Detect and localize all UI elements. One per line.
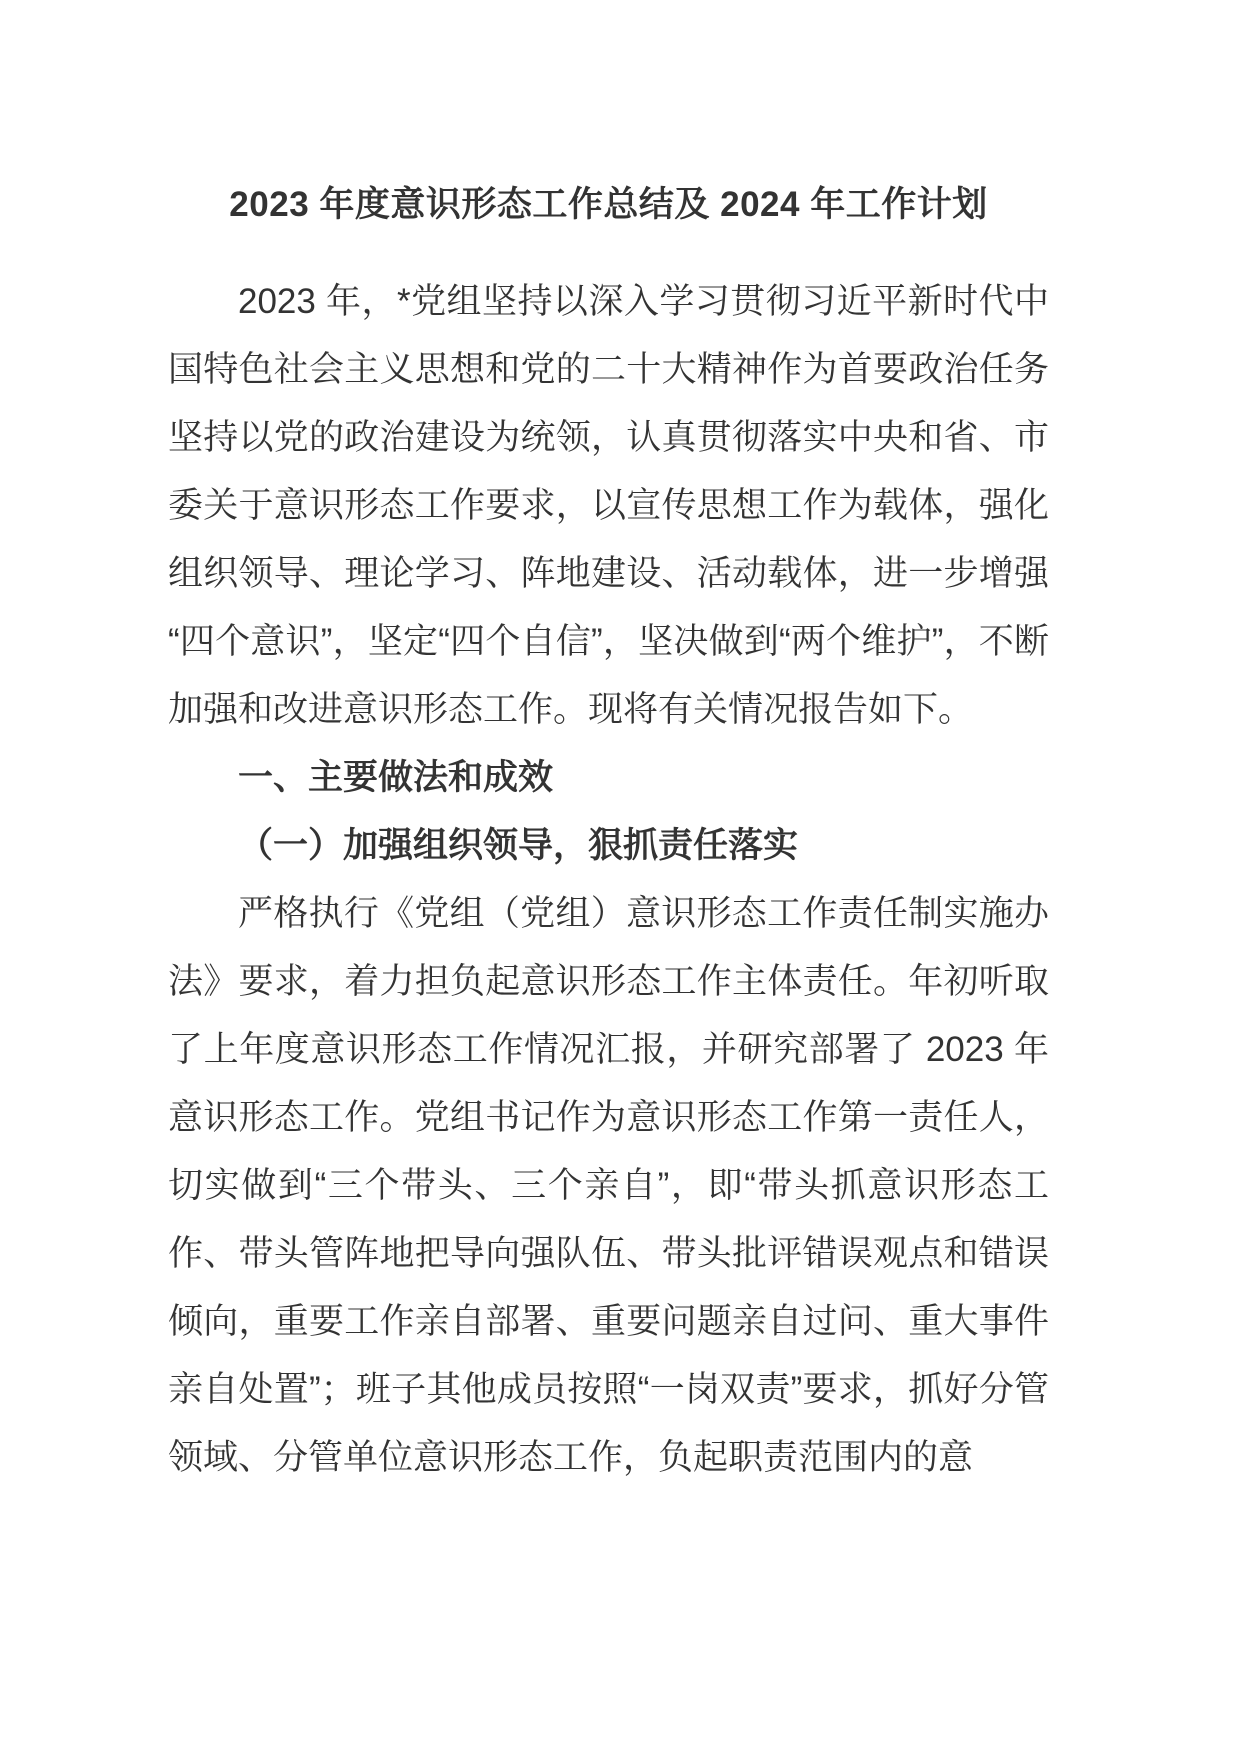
- section-1-heading: 一、主要做法和成效: [238, 758, 554, 797]
- intro-paragraph: 2023 年，*党组坚持以深入学习贯彻习近平新时代中国特色社会主义思想和党的二十大精神作为首要政治任务坚持以党的政治建设为统领，认真贯彻落实中央和省、市委关于意识形态工作要求，以宣传思想工作为载体，强化组织领导、理论学习、阵地建设、活动载体，进一步增强“四个意识”，坚定“四个自信”，坚决做到“两个维护”，不断加强和改进意识形态工作。现将有关情况报告如下。: [168, 282, 1049, 729]
- subsection-1-1-heading: （一）加强组织领导，狠抓责任落实: [238, 826, 799, 865]
- document-title: 2023 年度意识形态工作总结及 2024 年工作计划: [229, 185, 988, 224]
- body-paragraph: 严格执行《党组（党组）意识形态工作责任制实施办法》要求，着力担负起意识形态工作主体责任。年初听取了上年度意识形态工作情况汇报，并研究部署了 2023 年意识形态工作。党组书记作为意识形态工作第一责任人，切实做到“三个带头、三个亲自”，即“带头抓意识形态工作、带头管阵地把导向强队伍、带头批评错误观点和错误倾向，重要工作亲自部署、重要问题亲自过问、重大事件亲自处置”；班子其他成员按照“一岗双责”要求，抓好分管领域、分管单位意识形态工作，负起职责范围内的意: [168, 894, 1049, 1477]
